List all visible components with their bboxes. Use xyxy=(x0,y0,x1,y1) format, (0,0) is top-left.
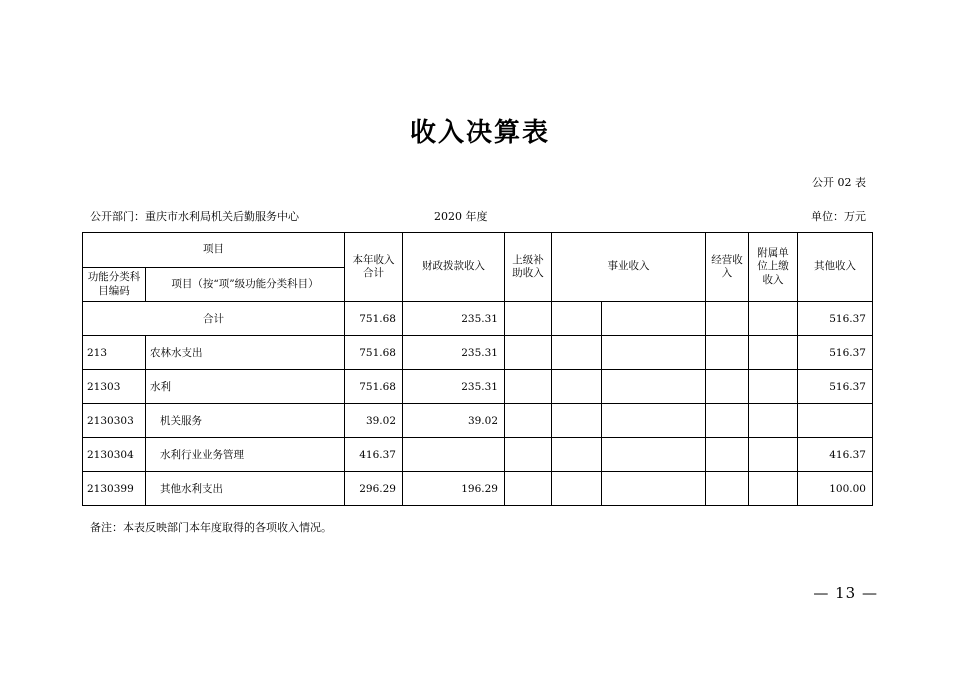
item-name-cell: 农林水支出 xyxy=(146,336,345,370)
other-cell: 416.37 xyxy=(798,438,873,472)
career-cell-b xyxy=(602,370,706,404)
department-label: 公开部门：重庆市水利局机关后勤服务中心 xyxy=(90,210,299,223)
remark-note: 备注：本表反映部门本年度取得的各项收入情况。 xyxy=(90,521,332,534)
total-income-cell: 751.68 xyxy=(345,370,403,404)
total-income-cell: 751.68 xyxy=(345,336,403,370)
table-body xyxy=(83,233,873,506)
header-subsidy: 上级补助收入 xyxy=(505,233,552,302)
other-cell: 516.37 xyxy=(798,302,873,336)
operating-cell xyxy=(706,336,749,370)
code-cell: 2130399 xyxy=(83,472,146,506)
career-cell-b xyxy=(602,336,706,370)
table-row xyxy=(83,370,873,404)
item-name-cell: 水利行业业务管理 xyxy=(146,438,345,472)
subsidy-cell xyxy=(505,472,552,506)
header-total-income: 本年收入合计 xyxy=(345,233,403,302)
career-cell-a xyxy=(552,472,602,506)
subsidy-cell xyxy=(505,438,552,472)
fiscal-cell: 39.02 xyxy=(403,404,505,438)
affiliated-cell xyxy=(749,404,798,438)
fiscal-cell: 235.31 xyxy=(403,302,505,336)
code-cell: 2130304 xyxy=(83,438,146,472)
item-name-cell: 水利 xyxy=(146,370,345,404)
header-affiliated: 附属单位上缴收入 xyxy=(749,233,798,302)
code-cell: 21303 xyxy=(83,370,146,404)
income-table xyxy=(82,232,873,506)
code-cell: 213 xyxy=(83,336,146,370)
other-cell xyxy=(798,404,873,438)
career-cell-a xyxy=(552,438,602,472)
operating-cell xyxy=(706,438,749,472)
career-cell-b xyxy=(602,404,706,438)
fiscal-cell: 235.31 xyxy=(403,336,505,370)
affiliated-cell xyxy=(749,472,798,506)
page-number: — 13 — xyxy=(813,584,878,602)
table-row xyxy=(83,336,873,370)
header-operating: 经营收入 xyxy=(706,233,749,302)
total-income-cell: 751.68 xyxy=(345,302,403,336)
subsidy-cell xyxy=(505,302,552,336)
table-row xyxy=(83,438,873,472)
operating-cell xyxy=(706,404,749,438)
header-other: 其他收入 xyxy=(798,233,873,302)
header-code: 功能分类科目编码 xyxy=(83,268,146,302)
header-row-1 xyxy=(83,233,873,268)
fiscal-cell: 196.29 xyxy=(403,472,505,506)
other-cell: 100.00 xyxy=(798,472,873,506)
operating-cell xyxy=(706,472,749,506)
total-income-cell: 296.29 xyxy=(345,472,403,506)
career-cell-a xyxy=(552,370,602,404)
total-income-cell: 416.37 xyxy=(345,438,403,472)
header-item-name: 项目（按“项”级功能分类科目） xyxy=(146,268,345,302)
subsidy-cell xyxy=(505,336,552,370)
fiscal-cell xyxy=(403,438,505,472)
affiliated-cell xyxy=(749,370,798,404)
career-cell-a xyxy=(552,404,602,438)
career-cell-b xyxy=(602,472,706,506)
header-fiscal: 财政拨款收入 xyxy=(403,233,505,302)
unit-label: 单位：万元 xyxy=(811,210,866,223)
table-row xyxy=(83,404,873,438)
item-name-cell: 其他水利支出 xyxy=(146,472,345,506)
item-name-cell: 机关服务 xyxy=(146,404,345,438)
affiliated-cell xyxy=(749,302,798,336)
other-cell: 516.37 xyxy=(798,370,873,404)
operating-cell xyxy=(706,302,749,336)
subsidy-cell xyxy=(505,404,552,438)
career-cell-a xyxy=(552,336,602,370)
header-career: 事业收入 xyxy=(552,233,706,302)
other-cell: 516.37 xyxy=(798,336,873,370)
total-income-cell: 39.02 xyxy=(345,404,403,438)
career-cell-b xyxy=(602,302,706,336)
page-title: 收入决算表 xyxy=(409,118,550,148)
table-row xyxy=(83,472,873,506)
fiscal-cell: 235.31 xyxy=(403,370,505,404)
code-cell: 2130303 xyxy=(83,404,146,438)
total-label: 合计 xyxy=(83,302,345,336)
fiscal-year: 2020 年度 xyxy=(434,210,488,223)
career-cell-b xyxy=(602,438,706,472)
operating-cell xyxy=(706,370,749,404)
header-item: 项目 xyxy=(83,233,345,268)
career-cell-a xyxy=(552,302,602,336)
affiliated-cell xyxy=(749,336,798,370)
affiliated-cell xyxy=(749,438,798,472)
subsidy-cell xyxy=(505,370,552,404)
total-row xyxy=(83,302,873,336)
table-number: 公开 02 表 xyxy=(812,176,866,189)
